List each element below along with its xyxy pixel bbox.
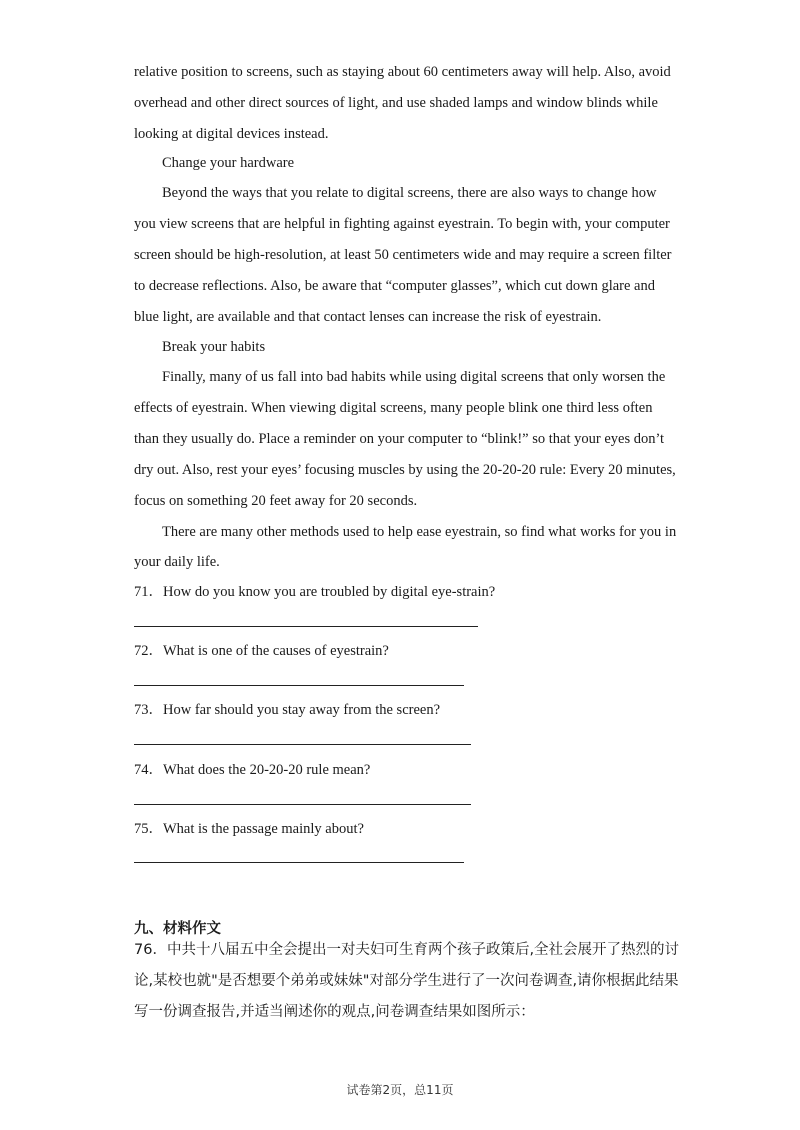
passage-line: looking at digital devices instead.: [134, 126, 329, 142]
passage-line: relative position to screens, such as staying about 60 centimeters away will help. Also, avoid: [134, 64, 671, 80]
answer-line-72[interactable]: [134, 685, 464, 686]
page-footer: 试卷第2页，总11页: [346, 1083, 454, 1097]
passage-line: to decrease reflections. Also, be aware that “computer glasses”, which cut down glare and: [134, 278, 655, 294]
passage-line: There are many other methods used to help ease eyestrain, so find what works for you in: [162, 524, 677, 540]
question-74: 74．What does the 20-20-20 rule mean?: [134, 762, 371, 778]
prompt-line: 论,某校也就"是否想要个弟弟或妹妹"对部分学生进行了一次问卷调查,请你根据此结果: [134, 973, 679, 989]
question-75: 75．What is the passage mainly about?: [134, 821, 364, 837]
passage-line: overhead and other direct sources of light, and use shaded lamps and window blinds while: [134, 95, 658, 111]
question-72: 72．What is one of the causes of eyestrain?: [134, 643, 389, 659]
question-73: 73．How far should you stay away from the screen?: [134, 702, 441, 718]
passage-line: Beyond the ways that you relate to digital screens, there are also ways to change how: [162, 185, 657, 201]
answer-line-71[interactable]: [134, 626, 478, 627]
passage-line: you view screens that are helpful in fighting against eyestrain. To begin with, your computer: [134, 216, 670, 232]
passage-line: focus on something 20 feet away for 20 seconds.: [134, 493, 418, 509]
passage-line: than they usually do. Place a reminder on your computer to “blink!” so that your eyes don’t: [134, 431, 665, 447]
passage-line: dry out. Also, rest your eyes’ focusing muscles by using the 20-20-20 rule: Every 20 minutes,: [134, 462, 676, 478]
answer-line-73[interactable]: [134, 744, 471, 745]
section-heading: Break your habits: [162, 339, 266, 355]
passage-line: blue light, are available and that contact lenses can increase the risk of eyestrain.: [134, 309, 602, 325]
question-71: 71．How do you know you are troubled by digital eye-strain?: [134, 584, 496, 600]
passage-line: screen should be high-resolution, at least 50 centimeters wide and may require a screen filter: [134, 247, 672, 263]
section-title: 九、材料作文: [134, 921, 221, 937]
passage-line: effects of eyestrain. When viewing digital screens, many people blink one third less often: [134, 400, 653, 416]
passage-line: your daily life.: [134, 554, 220, 570]
prompt-line: 写一份调查报告,并适当阐述你的观点,问卷调查结果如图所示：: [134, 1004, 535, 1020]
answer-line-74[interactable]: [134, 804, 471, 805]
answer-line-75[interactable]: [134, 862, 464, 863]
prompt-line: 76．中共十八届五中全会提出一对夫妇可生育两个孩子政策后,全社会展开了热烈的讨: [134, 942, 680, 958]
section-heading: Change your hardware: [162, 155, 295, 171]
passage-line: Finally, many of us fall into bad habits while using digital screens that only worsen the: [162, 369, 666, 385]
